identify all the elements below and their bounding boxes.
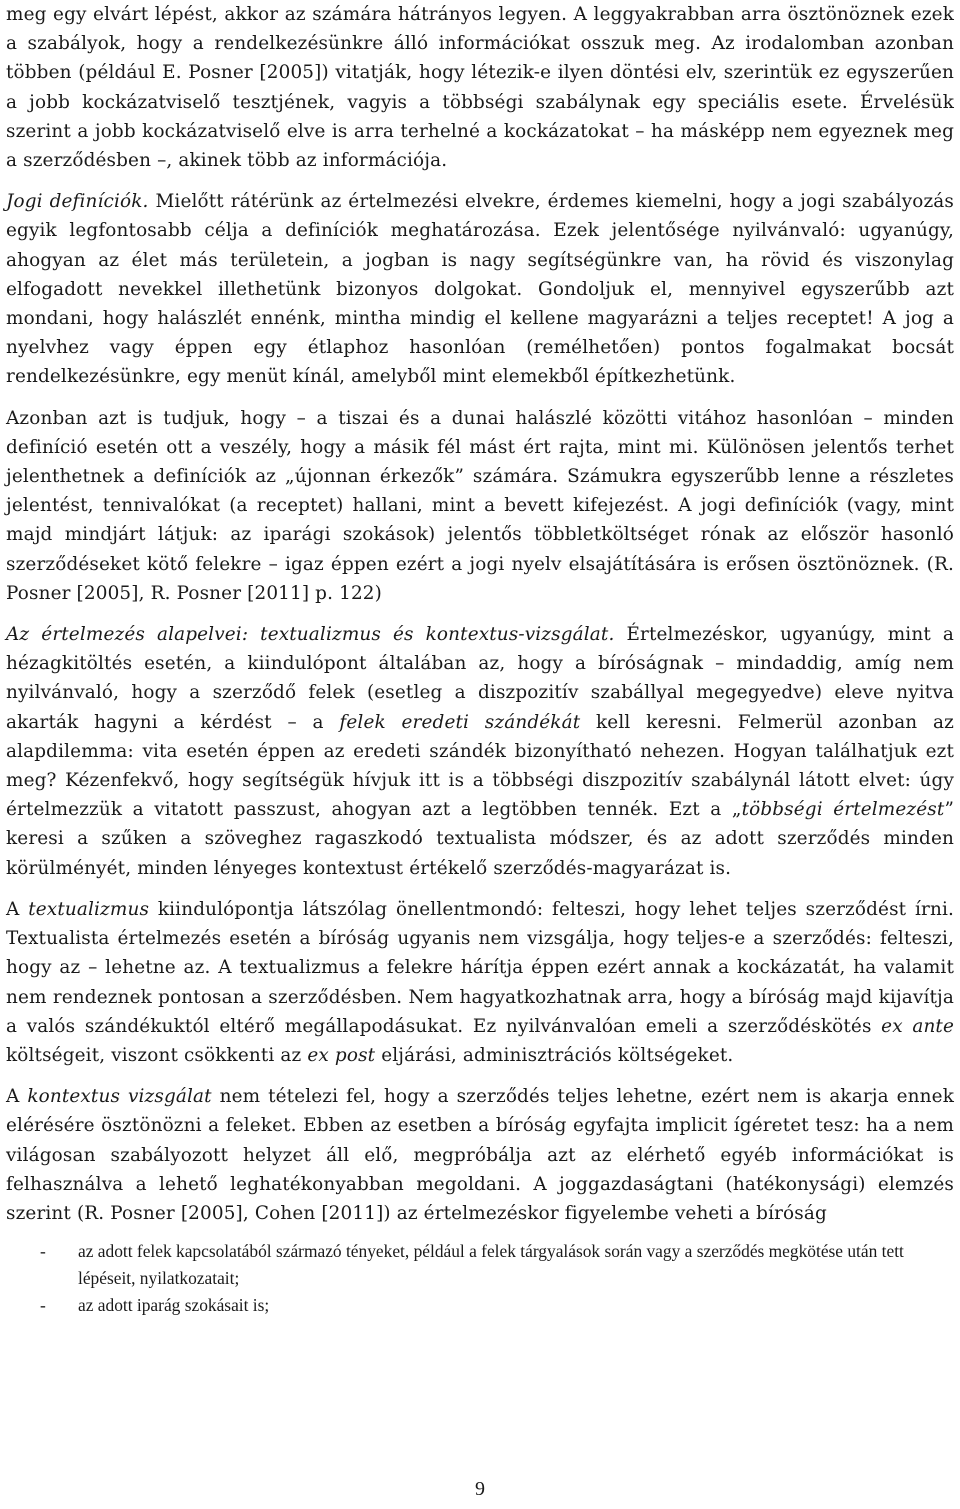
list-bullet: -: [40, 1241, 46, 1262]
emphasis: kontextus vizsgálat: [27, 1086, 212, 1108]
paragraph-text: Mielőtt rátérünk az értelmezési elvekre, érdemes kiemelni, hogy a jogi szabályozás egyik legfontosabb célja a definíciók meghatározása. Ezek jelentősége nyilvánvaló: ugyanúgy, ahogyan az élet más területein, a jogban is nagy segítségünkre van, ha rövid és viszonylag elfogadott nevekkel illethetünk bizonyos dolgokat. Gondoljuk el, mennyivel egyszerűbb azt mondani, hogy halászlét ennénk, mintha mindig el kellene magyarázni a teljes receptet! A jog a nyelvhez vagy éppen egy étlaphoz hasonlóan (remélhetően) pontos fogalmakat bocsát rendelkezésünkre, egy menüt kínál, amelyből mint elemekből építkezhetünk.: [6, 191, 954, 388]
paragraph-text: eljárási, adminisztrációs költségeket.: [375, 1044, 734, 1066]
paragraph-text: nem tételezi fel, hogy a szerződés teljes lehetne, ezért nem is akarja ennek elérésére ösztönözni a feleket. Ebben az esetben a bíróság egyfajta implicit ígéretet tesz: ha a nem világosan szabályozott helyzet áll elő, megpróbálja azt az elérhető egyéb információkat is felhasználva a lehető leghatékonyabban megoldani. A joggazdaságtani (hatékonysági) elemzés szerint (R. Posner [2005], Cohen [2011]) az értelmezéskor figyelembe veheti a bíróság: [6, 1086, 954, 1224]
emphasis: ex post: [307, 1044, 376, 1066]
list-bullet: -: [40, 1295, 46, 1316]
emphasis: textualizmus: [28, 898, 150, 920]
section-heading: Az értelmezés alapelvei: textualizmus és kontextus-vizsgálat.: [6, 624, 615, 646]
paragraph-text: kell keresni. Felmerül azonban az alapdilemma: vita esetén éppen az eredeti szándék bizonyítható nehezen. Hogyan találhatjuk ezt meg? Kézenfekvő, hogy segítségük hívjuk itt is a többségi diszpozitív szabálynál látott elvet: úgy értelmezzük a vitatott passzust, ahogyan azt a legtöbben tennék. Ezt a „: [6, 711, 954, 821]
list-item-text: az adott felek kapcsolatából származó tényeket, például a felek tárgyalások során vagy a szerződés megkötése után tett lépéseit, nyilatkozatait;: [78, 1241, 904, 1289]
paragraph-text: A: [6, 898, 29, 920]
list-item-text: az adott iparág szokásait is;: [78, 1295, 270, 1316]
paragraph-jogi-definiciok: [6, 187, 954, 391]
paragraph-text: Értelmezéskor, ugyanúgy, mint a hézagkitöltés esetén, a kiindulópont általában az, hogy a bíróságnak – mindaddig, amíg nem nyilvánvaló, hogy a szerződő felek (esetleg a diszpozitív szabállyal megegyedve) eleve nyitva akarták hagyni a kérdést – a: [6, 624, 954, 733]
paragraph-text: A: [6, 1086, 28, 1108]
emphasis: ex ante: [881, 1015, 955, 1037]
section-heading: Jogi definíciók.: [6, 191, 149, 213]
list-item: [6, 1292, 954, 1319]
paragraph-text: költségeit, viszont csökkenti az: [6, 1044, 308, 1066]
emphasis: többségi értelmezést: [741, 799, 945, 821]
emphasis: felek eredeti szándékát: [339, 711, 581, 733]
page-number: 9: [475, 1478, 485, 1500]
paragraph-textualizmus: [6, 895, 954, 1070]
paragraph-3: Azonban azt is tudjuk, hogy – a tiszai és a dunai halászlé közötti vitához hasonlóan – minden definíció esetén ott a veszély, hogy a másik fél mást ért rajta, mint mi. Különösen jelentős terhet jelenthetnek a definíciók az „újonnan érkezők” számára. Számukra egyszerűbb lenne a részletes jelentést, tennivalókat (a receptet) hallani, mint a bevett kifejezést. A jogi definíciók (vagy, mint majd mindjárt látjuk: az iparági szokások) jelentős többletköltséget rónak az először hasonló szerződéseket kötő felekre – igaz éppen ezért a jogi nyelv elsajátítására is erősen ösztönöznek. (R. Posner [2005], R. Posner [2011] p. 122): [6, 407, 954, 604]
paragraph-ertelmezes-alapelvei: [6, 620, 954, 883]
bullet-list: [6, 1238, 954, 1319]
document-page: [6, 0, 954, 1319]
paragraph-1: meg egy elvárt lépést, akkor az számára hátrányos legyen. A leggyakrabban arra ösztönöznek ezek a szabályok, hogy a rendelkezésünkre álló információkat osszuk meg. Az irodalomban azonban többen (például E. Posner [2005]) vitatják, hogy létezik-e ilyen döntési elv, szerintük ez egyszerűen a jobb kockázatviselő tesztjének, vagyis a többségi szabálynak egy speciális esete. Érvelésük szerint a jobb kockázatviselő elve is arra terhelné a kockázatokat – ha másképp nem egyeznek meg a szerződésben –, akinek több az információja.: [6, 4, 954, 172]
list-item: [6, 1238, 954, 1292]
paragraph-text: ” keresi a szűken a szöveghez ragaszkodó textualista módszer, és az adott szerződés minden körülményét, minden lényeges kontextust értékelő szerződés-magyarázat is.: [6, 799, 954, 879]
paragraph-text: kiindulópontja látszólag önellentmondó: felteszi, hogy lehet teljes szerződést írni. Textualista értelmezés esetén a bíróság ugyanis nem vizsgálja, hogy teljes-e a szerződés: felteszi, hogy az – lehetne az. A textualizmus a felekre hárítja éppen ezért annak a kockázatát, ha valamit nem rendeznek pontosan a szerződésben. Nem hagyatkozhatnak arra, hogy a bíróság majd kijavítja a valós szándékuktól eltérő megállapodásukat. Ez nyilvánvalóan emeli a szerződéskötés: [6, 898, 954, 1037]
paragraph-kontextus: [6, 1082, 954, 1228]
